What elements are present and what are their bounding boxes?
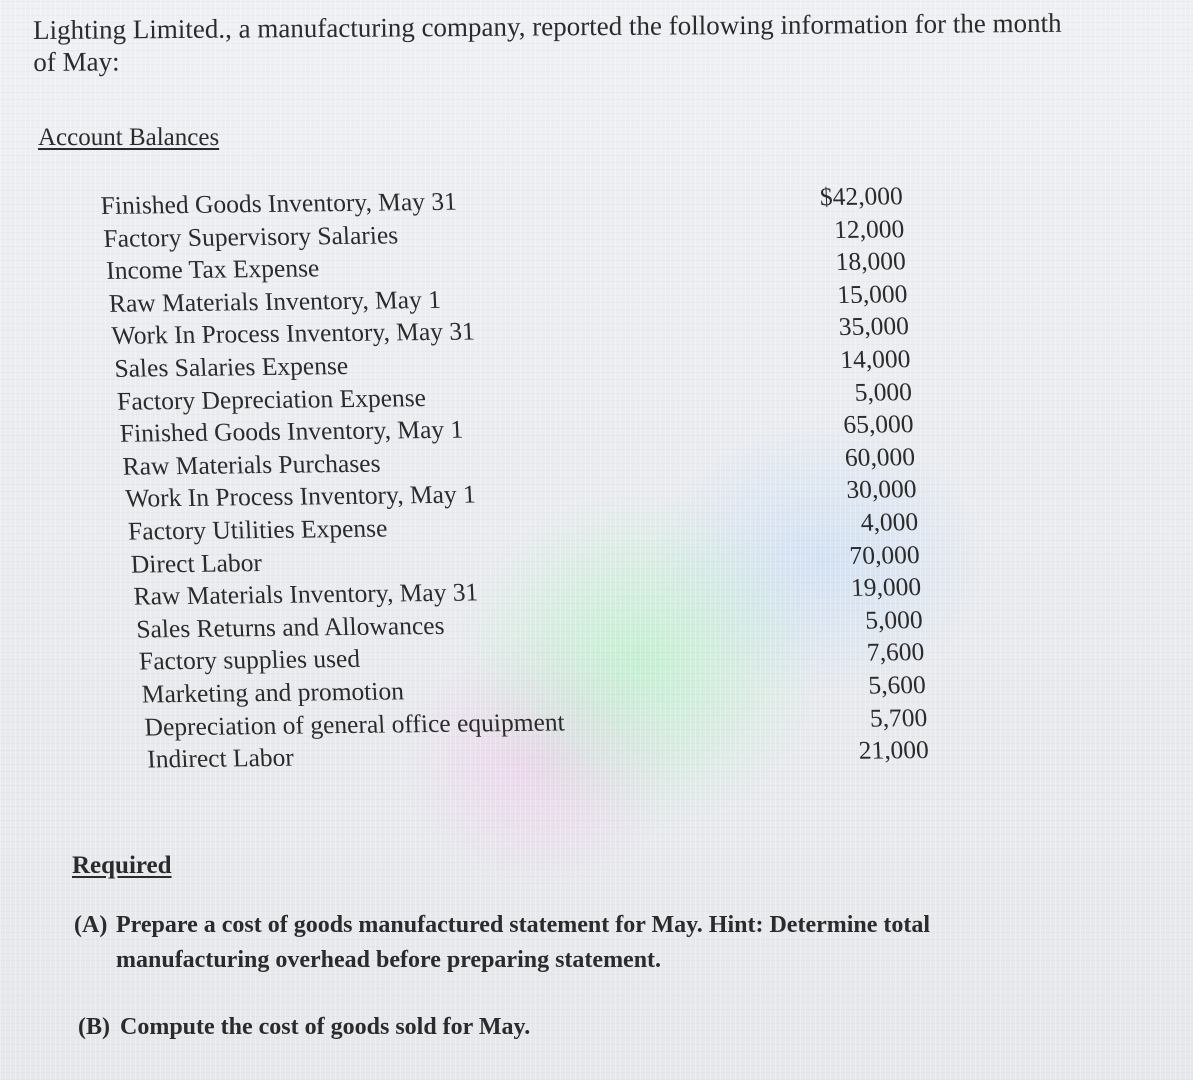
account-value: 30,000: [845, 474, 918, 505]
account-value: 7,600: [866, 637, 925, 667]
account-value: 5,000: [853, 376, 913, 407]
requirement-a-text-line-2: manufacturing overhead before preparing statement.: [116, 947, 662, 973]
account-value: 4,000: [859, 506, 919, 537]
requirement-b-label: (B): [78, 1014, 110, 1040]
account-balances-heading: Account Balances: [38, 124, 220, 151]
account-value: 12,000: [833, 213, 905, 244]
requirement-a-label: (A): [74, 912, 108, 938]
account-name: Finished Goods Inventory, May 31: [100, 186, 458, 220]
account-name: Factory Supervisory Salaries: [102, 219, 399, 253]
account-name: Factory Utilities Expense: [127, 513, 388, 546]
account-name: Income Tax Expense: [105, 253, 320, 286]
account-value: 19,000: [850, 572, 922, 602]
account-value: 35,000: [838, 311, 910, 342]
account-name: Factory supplies used: [138, 644, 361, 676]
account-value: $42,000: [819, 181, 904, 212]
account-name: Indirect Labor: [146, 742, 295, 774]
account-name: Marketing and promotion: [141, 676, 405, 709]
intro-line-2: of May:: [33, 46, 120, 77]
requirement-b-text: Compute the cost of goods sold for May.: [120, 1014, 531, 1040]
account-value: 65,000: [842, 409, 915, 440]
account-value: 5,600: [867, 669, 927, 700]
account-name: Finished Goods Inventory, May 1: [119, 414, 464, 448]
account-value: 5,000: [864, 604, 924, 635]
account-value: 70,000: [848, 539, 921, 570]
account-name: Raw Materials Purchases: [121, 448, 382, 481]
account-name: Depreciation of general office equipment: [143, 706, 566, 741]
account-name: Direct Labor: [130, 547, 263, 579]
requirement-a: [74, 908, 930, 978]
account-name: Sales Returns and Allowances: [135, 610, 446, 644]
required-heading: Required: [72, 852, 172, 879]
account-value: 18,000: [834, 246, 907, 277]
requirement-b: [78, 1010, 530, 1045]
account-name: Sales Salaries Expense: [113, 350, 349, 383]
account-value: 60,000: [844, 441, 916, 472]
intro-paragraph: [33, 6, 1123, 78]
account-value: 5,700: [869, 702, 928, 733]
account-name: Raw Materials Inventory, May 1: [108, 284, 442, 318]
requirement-a-text-line-1: Prepare a cost of goods manufactured statement for May. Hint: Determine total: [116, 912, 931, 938]
account-value: 21,000: [857, 735, 930, 765]
account-name: Work In Process Inventory, May 1: [124, 479, 477, 514]
account-value: 14,000: [839, 344, 912, 374]
account-name: Work In Process Inventory, May 31: [110, 316, 476, 351]
account-name: Factory Depreciation Expense: [116, 382, 427, 416]
account-balances-list: [100, 180, 948, 776]
account-value: 15,000: [836, 278, 908, 309]
intro-line-1: Lighting Limited., a manufacturing company, reported the following information for the month: [33, 7, 1062, 45]
account-name: Raw Materials Inventory, May 31: [132, 577, 479, 611]
